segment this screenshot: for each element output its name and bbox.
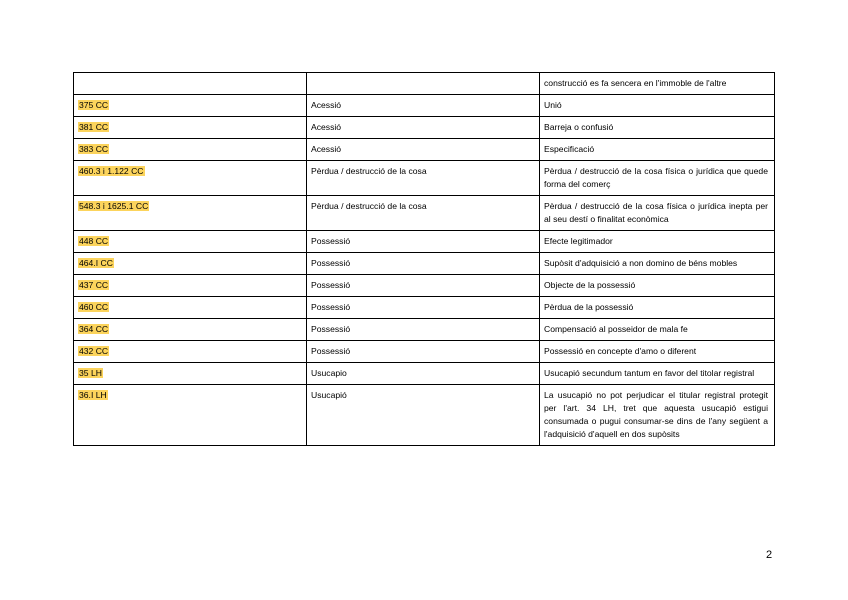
description-cell: Pèrdua / destrucció de la cosa física o jurídica que quede forma del comerç <box>540 161 775 196</box>
highlighted-reference: 464.I CC <box>79 258 113 268</box>
table-row <box>74 95 775 117</box>
table-row <box>74 73 775 95</box>
highlighted-reference: 460.3 i 1.122 CC <box>79 166 144 176</box>
reference-cell <box>74 161 307 196</box>
description-cell: Pèrdua de la possessió <box>540 297 775 319</box>
category-cell: Possessió <box>307 231 540 253</box>
table-row <box>74 139 775 161</box>
description-cell: Barreja o confusió <box>540 117 775 139</box>
reference-cell <box>74 385 307 446</box>
highlighted-reference: 364 CC <box>79 324 109 334</box>
description-cell: La usucapió no pot perjudicar el titular registral protegit per l'art. 34 LH, tret que aquesta usucapió estigui consumada o pugui consumar-se dins de l'any següent a l'adquisició d'aquell en dos supòsits <box>540 385 775 446</box>
category-cell: Possessió <box>307 297 540 319</box>
category-cell: Acessió <box>307 117 540 139</box>
description-cell: Possessió en concepte d'amo o diferent <box>540 341 775 363</box>
table-row <box>74 161 775 196</box>
category-cell: Usucapió <box>307 385 540 446</box>
table-row <box>74 319 775 341</box>
category-cell: Usucapio <box>307 363 540 385</box>
description-cell: Especificació <box>540 139 775 161</box>
description-cell: Supòsit d'adquisició a non domino de béns mobles <box>540 253 775 275</box>
highlighted-reference: 383 CC <box>79 144 109 154</box>
category-cell: Possessió <box>307 341 540 363</box>
table-row <box>74 196 775 231</box>
category-cell: Acessió <box>307 95 540 117</box>
category-cell: Possessió <box>307 319 540 341</box>
table-row <box>74 341 775 363</box>
highlighted-reference: 375 CC <box>79 100 109 110</box>
reference-cell <box>74 117 307 139</box>
table-row <box>74 253 775 275</box>
table-row <box>74 231 775 253</box>
page-number: 2 <box>766 549 773 561</box>
category-cell: Possessió <box>307 275 540 297</box>
reference-cell <box>74 363 307 385</box>
table-row <box>74 363 775 385</box>
description-cell: Unió <box>540 95 775 117</box>
table-row <box>74 275 775 297</box>
highlighted-reference: 548.3 i 1625.1 CC <box>79 201 149 211</box>
category-cell: Possessió <box>307 253 540 275</box>
highlighted-reference: 381 CC <box>79 122 109 132</box>
category-cell: Pèrdua / destrucció de la cosa <box>307 161 540 196</box>
table-row <box>74 385 775 446</box>
description-cell: Efecte legitimador <box>540 231 775 253</box>
reference-cell <box>74 231 307 253</box>
category-cell: Pèrdua / destrucció de la cosa <box>307 196 540 231</box>
highlighted-reference: 448 CC <box>79 236 109 246</box>
description-cell: Compensació al posseidor de mala fe <box>540 319 775 341</box>
highlighted-reference: 460 CC <box>79 302 109 312</box>
reference-cell <box>74 73 307 95</box>
reference-cell <box>74 139 307 161</box>
category-cell <box>307 73 540 95</box>
table-row <box>74 117 775 139</box>
highlighted-reference: 36.I LH <box>79 390 107 400</box>
legal-reference-table <box>73 72 775 446</box>
reference-cell <box>74 95 307 117</box>
highlighted-reference: 437 CC <box>79 280 109 290</box>
highlighted-reference: 35 LH <box>79 368 102 378</box>
reference-cell <box>74 253 307 275</box>
table-row <box>74 297 775 319</box>
description-cell: Objecte de la possessió <box>540 275 775 297</box>
description-cell: construcció es fa sencera en l'immoble de l'altre <box>540 73 775 95</box>
category-cell: Acessió <box>307 139 540 161</box>
reference-cell <box>74 341 307 363</box>
description-cell: Usucapió secundum tantum en favor del titolar registral <box>540 363 775 385</box>
reference-cell <box>74 196 307 231</box>
highlighted-reference: 432 CC <box>79 346 109 356</box>
reference-cell <box>74 297 307 319</box>
reference-cell <box>74 319 307 341</box>
description-cell: Pèrdua / destrucció de la cosa física o jurídica inepta per al seu destí o finalitat econòmica <box>540 196 775 231</box>
reference-cell <box>74 275 307 297</box>
